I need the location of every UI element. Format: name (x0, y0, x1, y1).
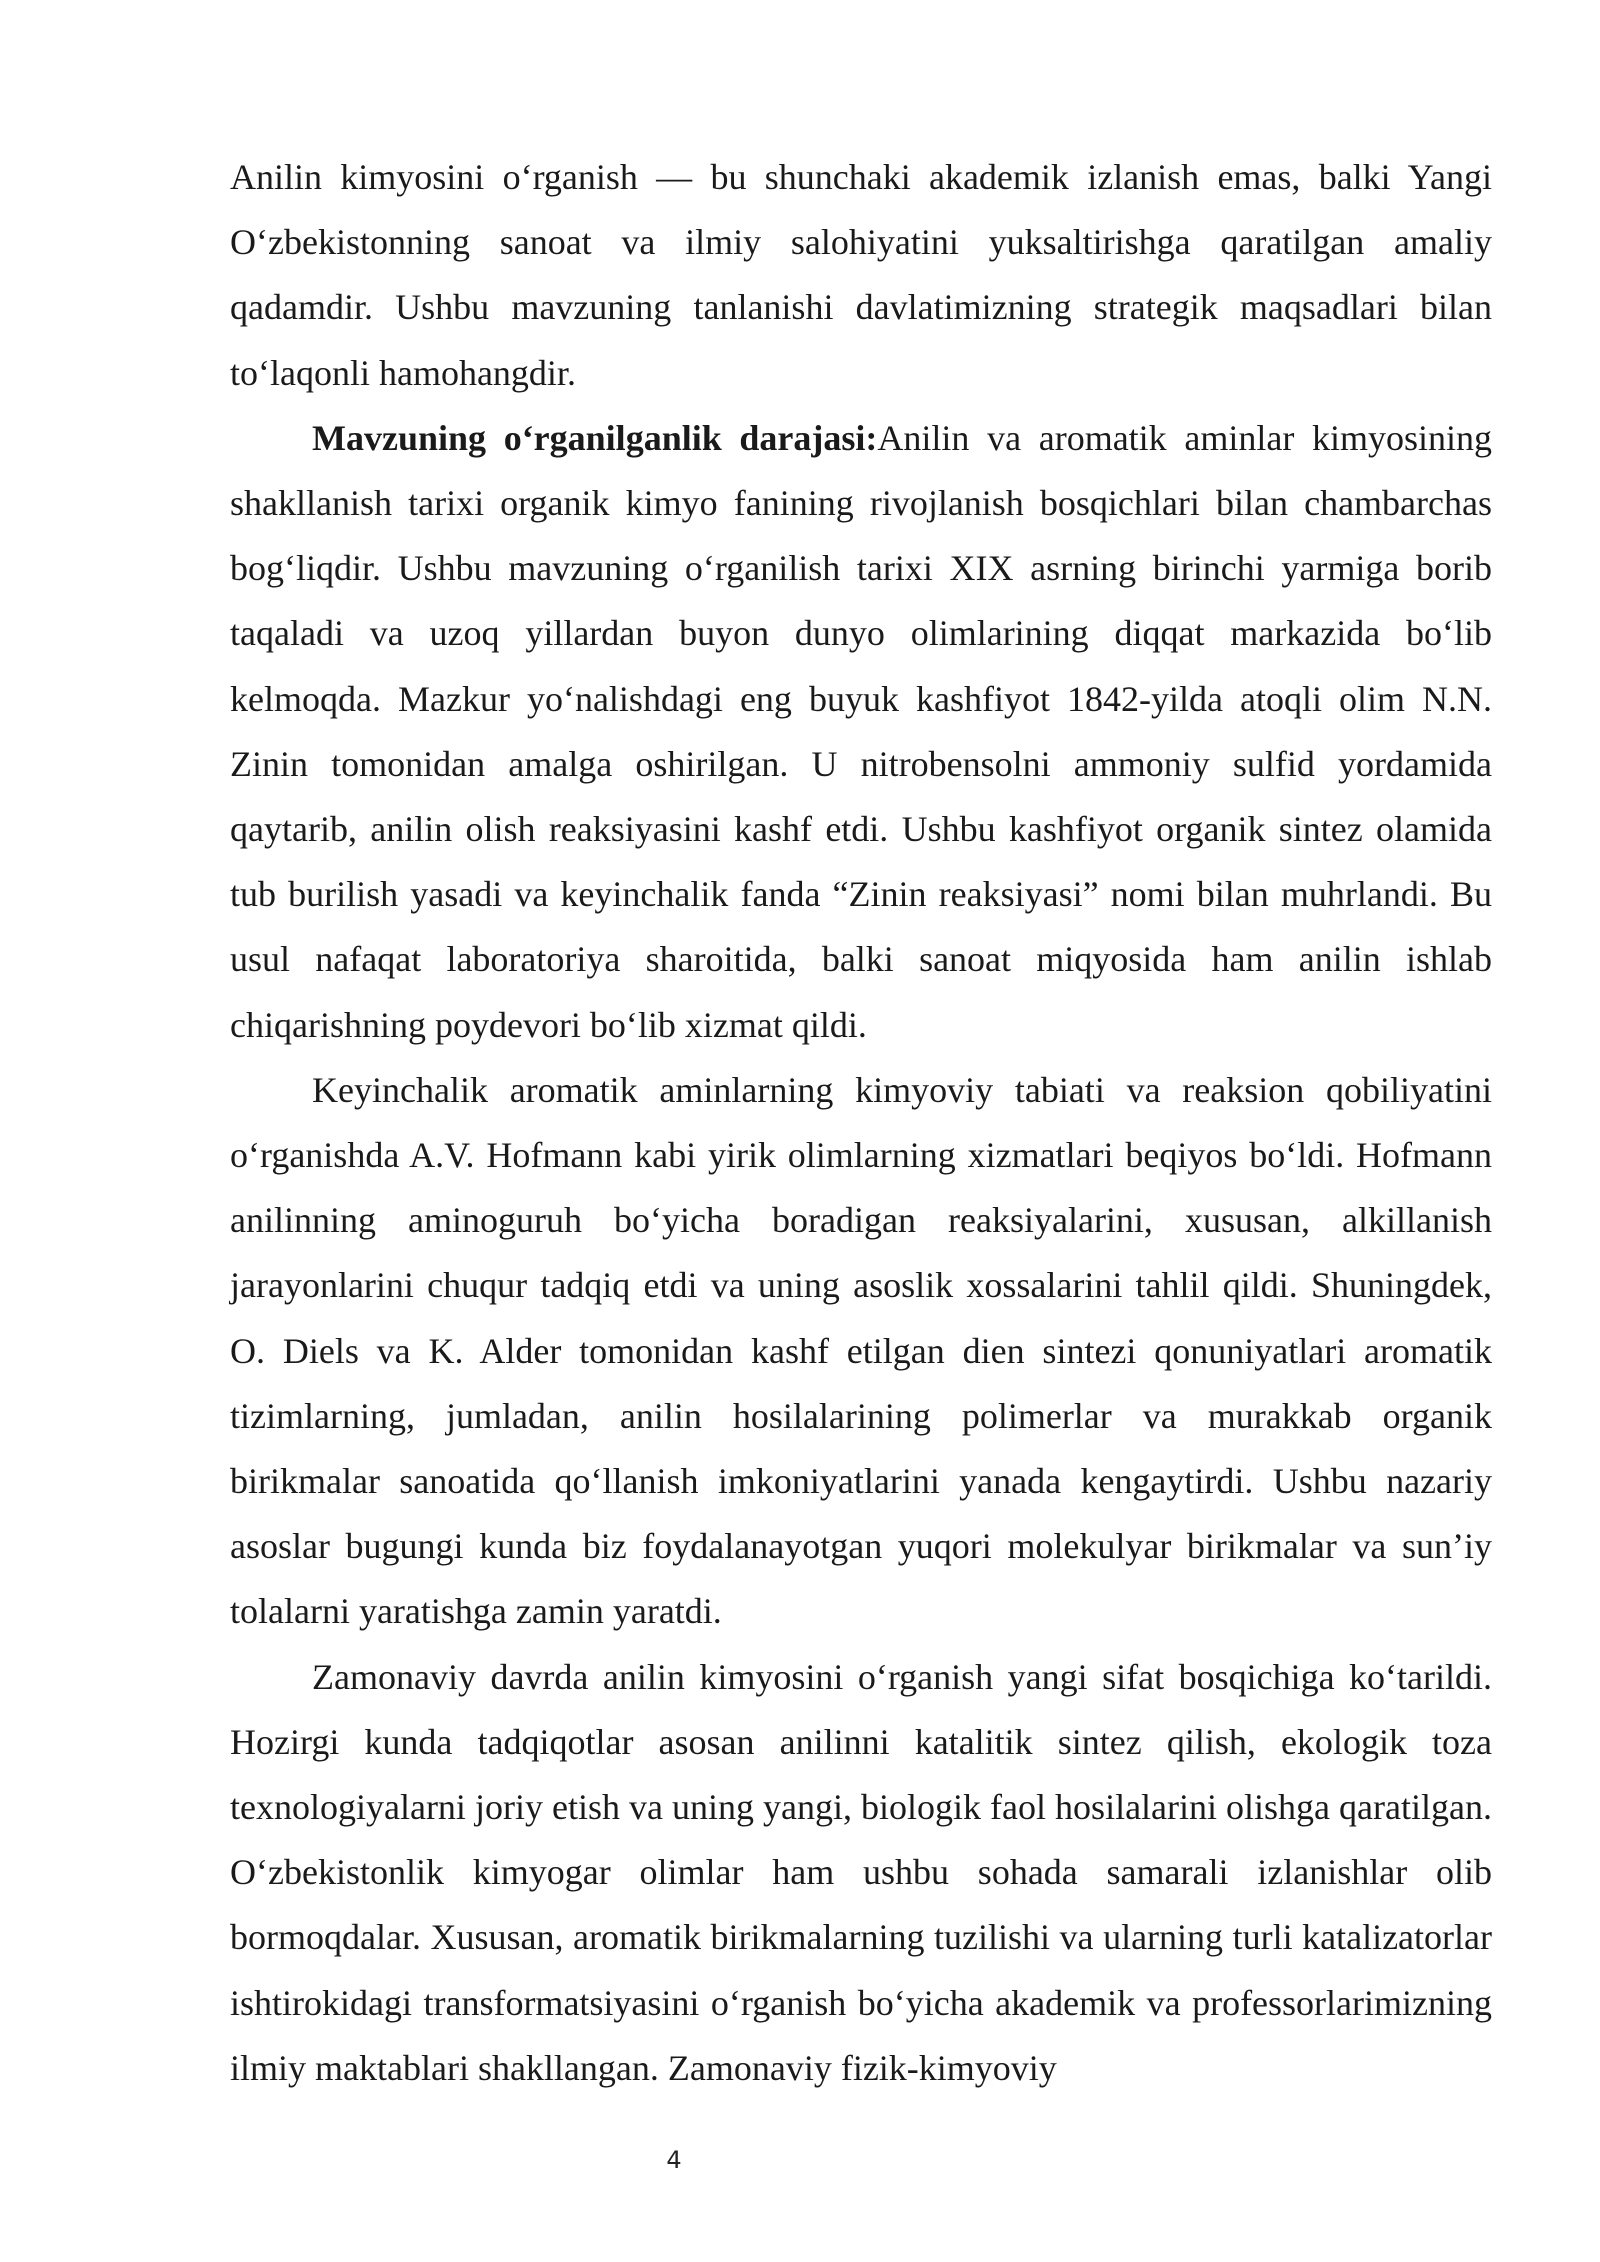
paragraph-modern-era (230, 1645, 1492, 2101)
paragraph-text: Anilin kimyosini o‘rganish — bu shunchaki akademik izlanish emas, balki Yangi O‘zbekistonning sanoat va ilmiy salohiyatini yuksaltirishga qaratilgan amaliy qadamdir. Ushbu mavzuning tanlanishi davlatimizning strategik maqsadlari bilan to‘laqonli hamohangdir. (230, 157, 1492, 393)
paragraph-intro (230, 145, 1492, 406)
paragraph-study-level (230, 406, 1492, 1058)
paragraph-hofmann (230, 1058, 1492, 1645)
page-number: 4 (666, 2146, 682, 2174)
document-page (230, 145, 1492, 2101)
section-heading-study-level: Mavzuning o‘rganilganlik darajasi: (312, 417, 878, 458)
paragraph-text: Zamonaviy davrda anilin kimyosini o‘rganish yangi sifat bosqichiga ko‘tarildi. Hozirgi kunda tadqiqotlar asosan anilinni katalitik sintez qilish, ekologik toza texnologiyalarni joriy etish va uning yangi, biologik faol hosilalarini olishga qaratilgan. O‘zbekistonlik kimyogar olimlar ham ushbu sohada samarali izlanishlar olib bormoqdalar. Xususan, aromatik birikmalarning tuzilishi va ularning turli katalizatorlar ishtirokidagi transformatsiyasini o‘rganish bo‘yicha akademik va professorlarimizning ilmiy maktablari shakllangan. Zamonaviy fizik-kimyoviy (230, 1656, 1492, 2088)
paragraph-text: Keyinchalik aromatik aminlarning kimyoviy tabiati va reaksion qobiliyatini o‘rganishda A.V. Hofmann kabi yirik olimlarning xizmatlari beqiyos bo‘ldi. Hofmann anilinning aminoguruh bo‘yicha boradigan reaksiyalarini, xususan, alkillanish jarayonlarini chuqur tadqiq etdi va uning asoslik xossalarini tahlil qildi. Shuningdek, O. Diels va K. Alder tomonidan kashf etilgan dien sintezi qonuniyatlari aromatik tizimlarning, jumladan, anilin hosilalarining polimerlar va murakkab organik birikmalar sanoatida qo‘llanish imkoniyatlarini yanada kengaytirdi. Ushbu nazariy asoslar bugungi kunda biz foydalanayotgan yuqori molekulyar birikmalar va sun’iy tolalarni yaratishga zamin yaratdi. (230, 1069, 1492, 1632)
paragraph-text: Anilin va aromatik aminlar kimyosining shakllanish tarixi organik kimyo fanining rivojlanish bosqichlari bilan chambarchas bog‘liqdir. Ushbu mavzuning o‘rganilish tarixi XIX asrning birinchi yarmiga borib taqaladi va uzoq yillardan buyon dunyo olimlarining diqqat markazida bo‘lib kelmoqda. Mazkur yo‘nalishdagi eng buyuk kashfiyot 1842-yilda atoqli olim N.N. Zinin tomonidan amalga oshirilgan. U nitrobensolni ammoniy sulfid yordamida qaytarib, anilin olish reaksiyasini kashf etdi. Ushbu kashfiyot organik sintez olamida tub burilish yasadi va keyinchalik fanda “Zinin reaksiyasi” nomi bilan muhrlandi. Bu usul nafaqat laboratoriya sharoitida, balki sanoat miqyosida ham anilin ishlab chiqarishning poydevori bo‘lib xizmat qildi. (230, 417, 1492, 1045)
